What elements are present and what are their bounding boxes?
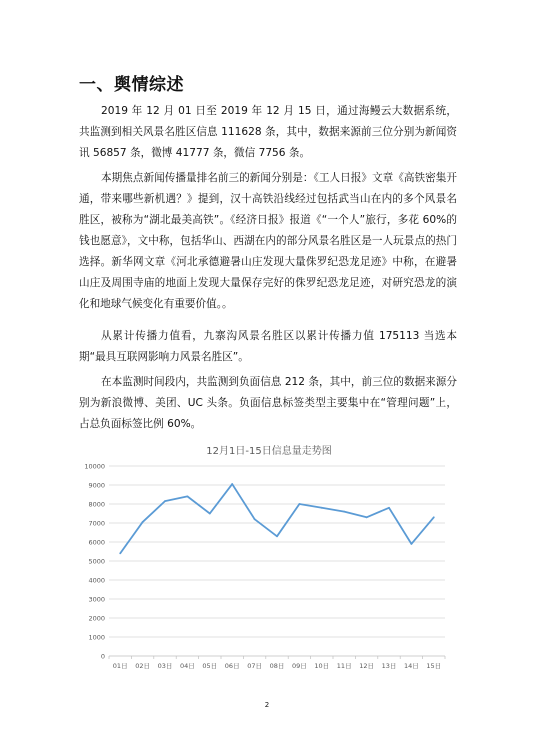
data-point bbox=[433, 516, 435, 518]
y-tick-label: 2000 bbox=[88, 614, 105, 623]
x-tick-label: 14日 bbox=[404, 662, 419, 670]
data-point bbox=[321, 507, 323, 509]
x-tick-label: 07日 bbox=[247, 662, 262, 670]
y-tick-label: 0 bbox=[100, 652, 105, 661]
x-tick-label: 12日 bbox=[359, 662, 374, 670]
x-tick-label: 10日 bbox=[314, 662, 330, 670]
series-line bbox=[120, 484, 434, 553]
paragraph-focus-news: 本期焦点新闻传播量排名前三的新闻分别是：《工人日报》文章《高铁密集开通，带来哪些新机遇？》提到，汉十高铁沿线经过包括武当山在内的多个风景名胜区，被称为“湖北最美高铁”。《经济日报》报道《“一个人”旅行，多花 60%的钱也愿意》，文中称，包括华山、西湖在内的部分风景名胜区是一人玩景点的热门选择。新华网文章《河北承德避暑山庄发现大量侏罗纪恐龙足迹》中称，在避暑山庄及周围寺庙的地面上发现大量保存完好的侏罗纪恐龙足迹，对研究恐龙的演化和地球气候变化有重要价值。。 bbox=[79, 172, 457, 310]
y-tick-label: 1000 bbox=[88, 633, 105, 642]
x-tick-label: 09日 bbox=[292, 662, 307, 670]
x-tick-label: 11日 bbox=[336, 662, 352, 670]
y-tick-label: 8000 bbox=[88, 500, 105, 509]
paragraph-influence: 从累计传播力值看，九寨沟风景名胜区以累计传播力值 175113 当选本期“最具互联网影响力风景名胜区”。 bbox=[79, 330, 457, 363]
y-tick-label: 10000 bbox=[84, 462, 105, 471]
y-tick-label: 9000 bbox=[88, 481, 105, 490]
chart-title: 12月1日-15日信息量走势图 bbox=[206, 446, 332, 457]
y-tick-label: 6000 bbox=[88, 538, 105, 547]
x-tick-label: 13日 bbox=[381, 662, 397, 670]
chart-canvas bbox=[79, 438, 459, 688]
x-tick-label: 04日 bbox=[180, 662, 195, 670]
x-tick-label: 08日 bbox=[269, 662, 285, 670]
y-tick-label: 7000 bbox=[88, 519, 105, 528]
data-point bbox=[343, 511, 345, 513]
data-point bbox=[164, 500, 166, 502]
data-point bbox=[231, 483, 233, 485]
data-point bbox=[276, 535, 278, 537]
data-point bbox=[299, 503, 301, 505]
x-tick-label: 15日 bbox=[426, 662, 442, 670]
y-tick-label: 3000 bbox=[88, 595, 105, 604]
paragraph-overview: 2019 年 12 月 01 日至 2019 年 12 月 15 日，通过海鳗云大数据系统，共监测到相关风景名胜区信息 111628 条，其中，数据来源前三位分别为新闻资讯 56857 条，微博 41777 条，微信 7756 条。 bbox=[79, 105, 457, 159]
section-heading: 一、舆情综述 bbox=[79, 75, 184, 95]
y-tick-label: 5000 bbox=[88, 557, 105, 566]
x-tick-label: 02日 bbox=[135, 662, 150, 670]
data-point bbox=[254, 518, 256, 520]
x-tick-label: 05日 bbox=[202, 662, 218, 670]
page-number: 2 bbox=[264, 701, 270, 709]
data-point bbox=[119, 553, 121, 555]
paragraph-negative-info: 在本监测时间段内，共监测到负面信息 212 条，其中，前三位的数据来源分别为新浪微博、美团、UC 头条。负面信息标签类型主要集中在“管理问题”上，占总负面标签比例 60%。 bbox=[79, 376, 457, 430]
trend-chart bbox=[79, 438, 459, 688]
data-point bbox=[388, 507, 390, 509]
y-tick-label: 4000 bbox=[88, 576, 105, 585]
x-tick-label: 06日 bbox=[224, 662, 240, 670]
data-point bbox=[142, 521, 144, 523]
data-point bbox=[366, 516, 368, 518]
x-tick-label: 03日 bbox=[157, 662, 173, 670]
data-point bbox=[187, 496, 189, 498]
data-point bbox=[209, 513, 211, 515]
data-point bbox=[411, 543, 413, 545]
x-tick-label: 01日 bbox=[112, 662, 128, 670]
